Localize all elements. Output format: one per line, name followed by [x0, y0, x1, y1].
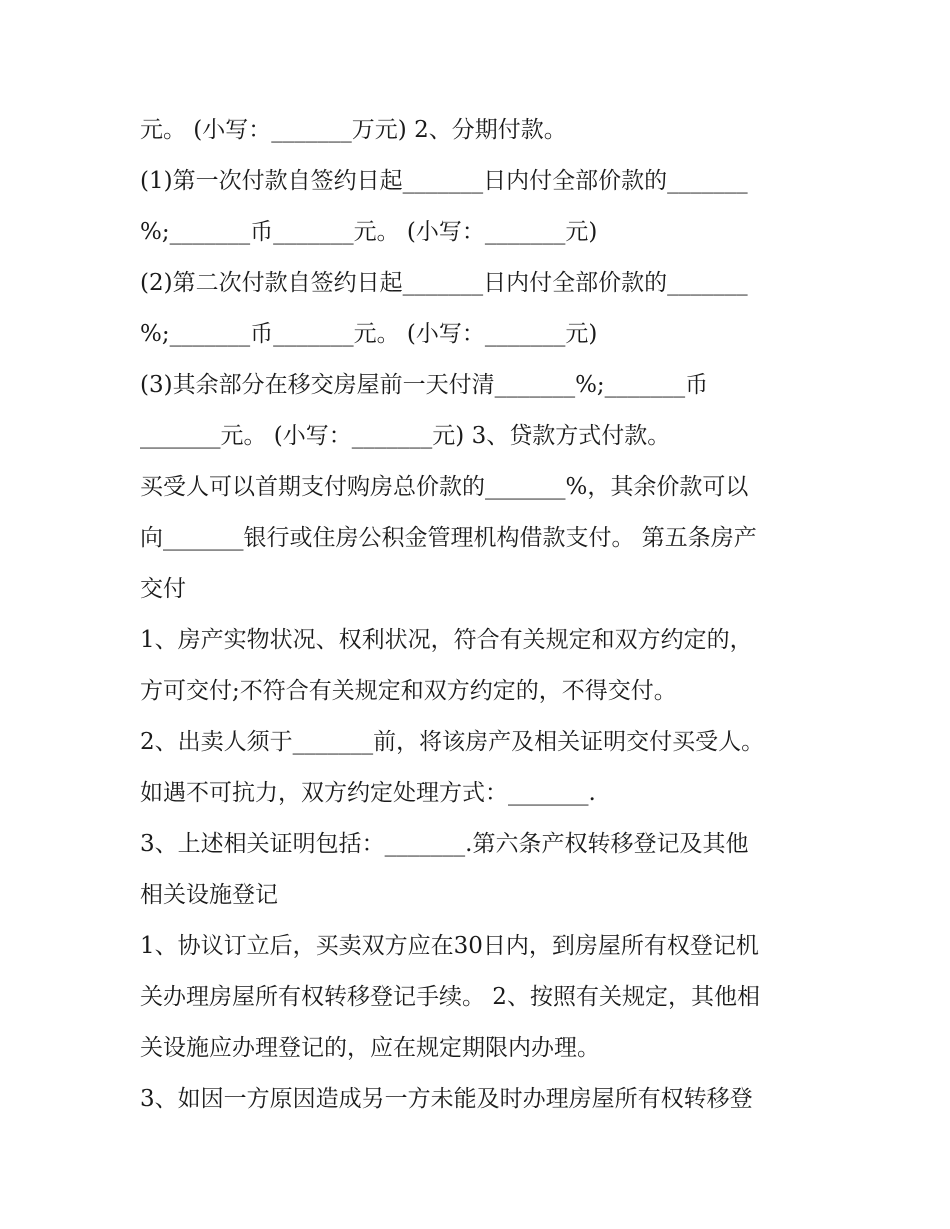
text-line: 1、房产实物状况、权利状况，符合有关规定和双方约定的， [140, 627, 753, 653]
text-line: 元。 (小写：_______万元) 2、分期付款。 [140, 117, 567, 143]
document-body [140, 105, 820, 1125]
text-line: 方可交付;不符合有关规定和双方约定的，不得交付。 [140, 678, 677, 704]
text-line: 3、上述相关证明包括：_______.第六条产权转移登记及其他 [140, 831, 749, 857]
text-line: 关办理房屋所有权转移登记手续。 2、按照有关规定，其他相 [140, 984, 760, 1010]
text-line: 交付 [140, 576, 186, 602]
text-line: %;_______币_______元。 (小写：_______元) [140, 321, 598, 347]
text-line: 买受人可以首期支付购房总价款的_______%，其余价款可以 [140, 474, 749, 500]
text-line: _______元。 (小写：_______元) 3、贷款方式付款。 [140, 423, 671, 449]
text-line: 1、协议订立后，买卖双方应在30日内，到房屋所有权登记机 [140, 933, 759, 959]
text-line: (3)其余部分在移交房屋前一天付清_______%;_______币 [140, 372, 709, 398]
text-line: (1)第一次付款自签约日起_______日内付全部价款的_______ [140, 168, 748, 194]
text-line: 关设施应办理登记的，应在规定期限内办理。 [140, 1035, 600, 1061]
text-line: 向_______银行或住房公积金管理机构借款支付。 第五条房产 [140, 525, 757, 551]
text-line: 相关设施登记 [140, 882, 278, 908]
text-line: 3、如因一方原因造成另一方未能及时办理房屋所有权转移登 [140, 1086, 753, 1112]
text-line: %;_______币_______元。 (小写：_______元) [140, 219, 598, 245]
text-line: 2、出卖人须于_______前，将该房产及相关证明交付买受人。 [140, 729, 765, 755]
text-line: (2)第二次付款自签约日起_______日内付全部价款的_______ [140, 270, 748, 296]
text-line: 如遇不可抗力，双方约定处理方式：_______. [140, 780, 596, 806]
